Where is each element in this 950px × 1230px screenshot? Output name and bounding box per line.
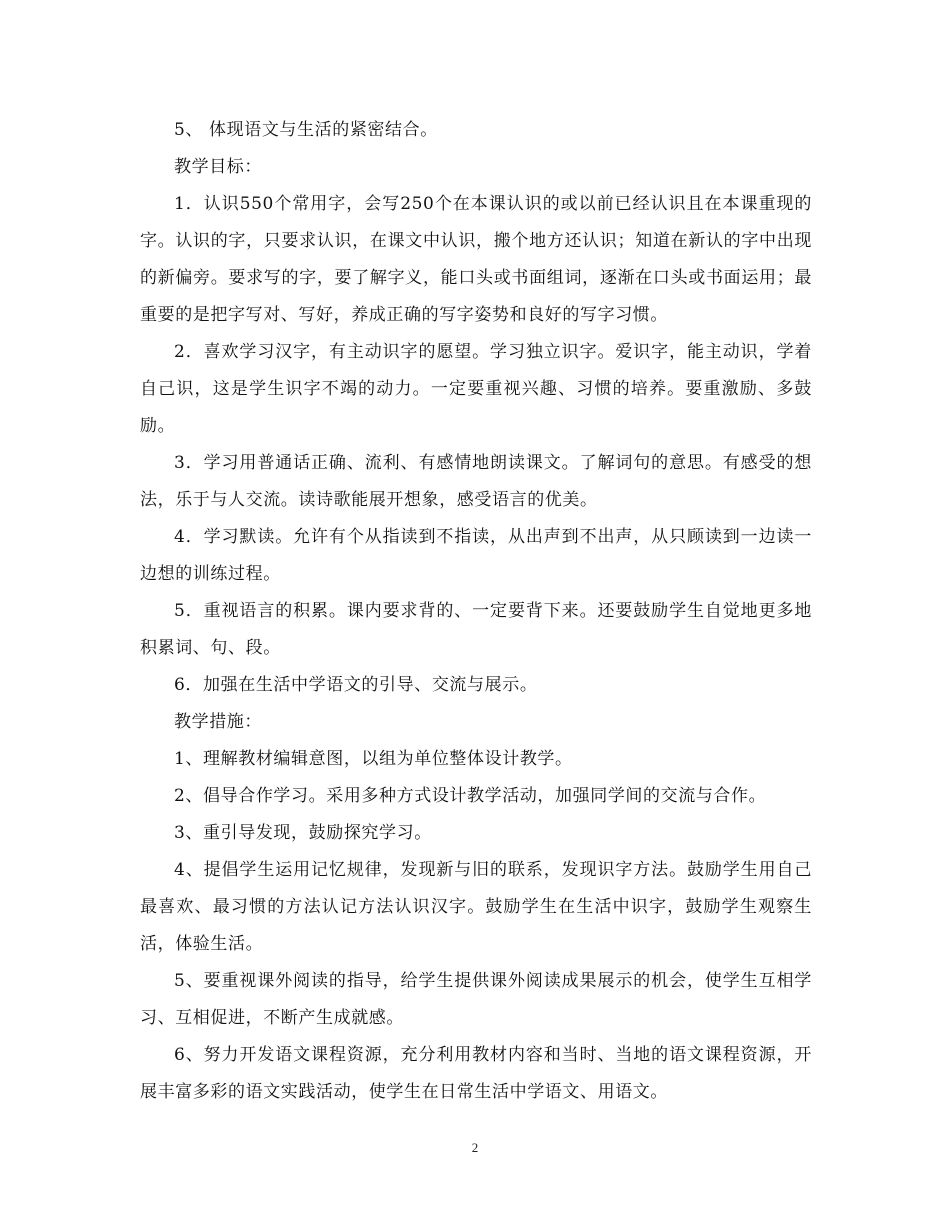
paragraph: 1、理解教材编辑意图，以组为单位整体设计教学。 — [174, 749, 573, 769]
page-body — [140, 112, 812, 1111]
paragraph: 6、努力开发语文课程资源，充分利用教材内容和当时、当地的语文课程资源，开展丰富多彩的语文实践活动，使学生在日常生活中学语文、用语文。 — [140, 1045, 812, 1102]
paragraph: 5、 体现语文与生活的紧密结合。 — [174, 120, 438, 140]
paragraph: 3．学习用普通话正确、流利、有感情地朗读课文。了解词句的意思。有感受的想法，乐于与人交流。读诗歌能展开想象，感受语言的优美。 — [140, 453, 812, 510]
paragraph: 5、要重视课外阅读的指导，给学生提供课外阅读成果展示的机会，使学生互相学习、互相促进，不断产生成就感。 — [140, 971, 812, 1028]
paragraph: 2、倡导合作学习。采用多种方式设计教学活动，加强同学间的交流与合作。 — [174, 786, 767, 806]
paragraph: 5．重视语言的积累。课内要求背的、一定要背下来。还要鼓励学生自觉地更多地积累词、句、段。 — [140, 601, 812, 658]
page-number: 2 — [471, 1140, 479, 1155]
paragraph: 4、提倡学生运用记忆规律，发现新与旧的联系，发现识字方法。鼓励学生用自己最喜欢、最习惯的方法认记方法认识汉字。鼓励学生在生活中识字，鼓励学生观察生活，体验生活。 — [140, 860, 812, 954]
paragraph: 2．喜欢学习汉字，有主动识字的愿望。学习独立识字。爱识字，能主动识，学着自己识，这是学生识字不竭的动力。一定要重视兴趣、习惯的培养。要重激励、多鼓励。 — [140, 342, 812, 436]
paragraph: 6．加强在生活中学语文的引导、交流与展示。 — [174, 675, 538, 695]
section-heading-goals: 教学目标： — [174, 157, 262, 177]
paragraph: 3、重引导发现，鼓励探究学习。 — [174, 823, 432, 843]
section-heading-measures: 教学措施： — [174, 712, 262, 732]
paragraph: 1．认识550个常用字，会写250个在本课认识的或以前已经认识且在本课重现的字。认识的字，只要求认识，在课文中认识，搬个地方还认识；知道在新认的字中出现的新偏旁。要求写的字，要了解字义，能口头或书面组词，逐渐在口头或书面运用；最重要的是把字写对、写好，养成正确的写字姿势和良好的写字习惯。 — [140, 194, 812, 325]
paragraph: 4．学习默读。允许有个从指读到不指读，从出声到不出声，从只顾读到一边读一边想的训练过程。 — [140, 527, 812, 584]
